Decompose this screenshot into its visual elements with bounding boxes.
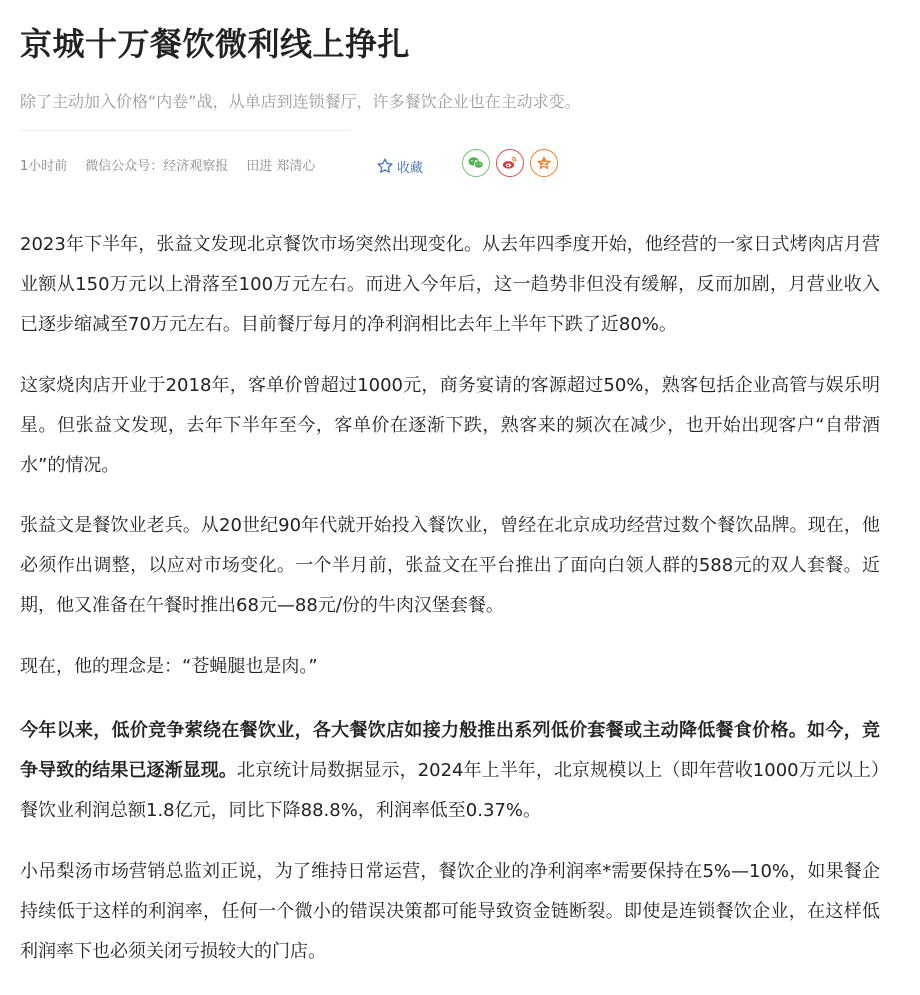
paragraph-text: 北京统计局数据显示，2024年上半年，北京规模以上（即年营收1000万元以上）餐饮业利润总额1.8亿元，同比下降88.8%，利润率低至0.37%。 <box>20 760 880 821</box>
paragraph <box>20 711 880 831</box>
article-meta <box>20 150 315 178</box>
bold-text: 今年以来，低价竞争萦绕在餐饮业，各大餐饮店如接力般推出系列低价套餐或主动降低餐食价格。如今，竞争导致的结果已逐渐显现。 <box>20 720 880 781</box>
article-source: 微信公众号：经济观察报 <box>85 158 229 174</box>
share-bar <box>462 149 564 177</box>
qzone-icon <box>535 154 553 172</box>
share-weibo-button[interactable] <box>496 149 524 177</box>
paragraph: 小吊梨汤市场营销总监刘正说，为了维持日常运营，餐饮企业的净利润率*需要保持在5%—10%，如果餐企持续低于这样的利润率，任何一个微小的错误决策都可能导致资金链断裂。即使是连锁餐饮企业，在这样低利润率下也必须关闭亏损较大的门店。 <box>20 861 880 962</box>
share-wechat-button[interactable] <box>462 149 490 177</box>
weibo-icon <box>501 154 519 172</box>
page-title: 京城十万餐饮微利线上挣扎 <box>20 25 411 63</box>
publish-time: 1小时前 <box>20 158 68 174</box>
star-icon <box>376 157 394 175</box>
paragraph: 现在，他的理念是：“苍蝇腿也是肉。” <box>20 656 318 677</box>
article-authors: 田进 郑清心 <box>246 158 316 174</box>
paragraph: 张益文是餐饮业老兵。从20世纪90年代就开始投入餐饮业，曾经在北京成功经营过数个餐饮品牌。现在，他必须作出调整，以应对市场变化。一个半月前，张益文在平台推出了面向白领人群的588元的双人套餐。近期，他又准备在午餐时推出68元—88元/份的牛肉汉堡套餐。 <box>20 515 880 616</box>
paragraph: 这家烧肉店开业于2018年，客单价曾超过1000元，商务宴请的客源超过50%，熟客包括企业高管与娱乐明星。但张益文发现，去年下半年至今，客单价在逐渐下跌，熟客来的频次在减少，也开始出现客户“自带酒水”的情况。 <box>20 375 880 476</box>
wechat-icon <box>467 154 485 172</box>
paragraph: 2023年下半年，张益文发现北京餐饮市场突然出现变化。从去年四季度开始，他经营的一家日式烤肉店月营业额从150万元以上滑落至100万元左右。而进入今年后，这一趋势非但没有缓解，反而加剧，月营业收入已逐步缩减至70万元左右。目前餐厅每月的净利润相比去年上半年下跌了近80%。 <box>20 234 880 335</box>
article-subtitle: 除了主动加入价格“内卷”战，从单店到连锁餐厅，许多餐饮企业也在主动求变。 <box>20 92 581 111</box>
divider <box>20 130 350 131</box>
favorite-label: 收藏 <box>397 160 424 176</box>
share-qzone-button[interactable] <box>530 149 558 177</box>
favorite-button[interactable] <box>376 154 423 178</box>
